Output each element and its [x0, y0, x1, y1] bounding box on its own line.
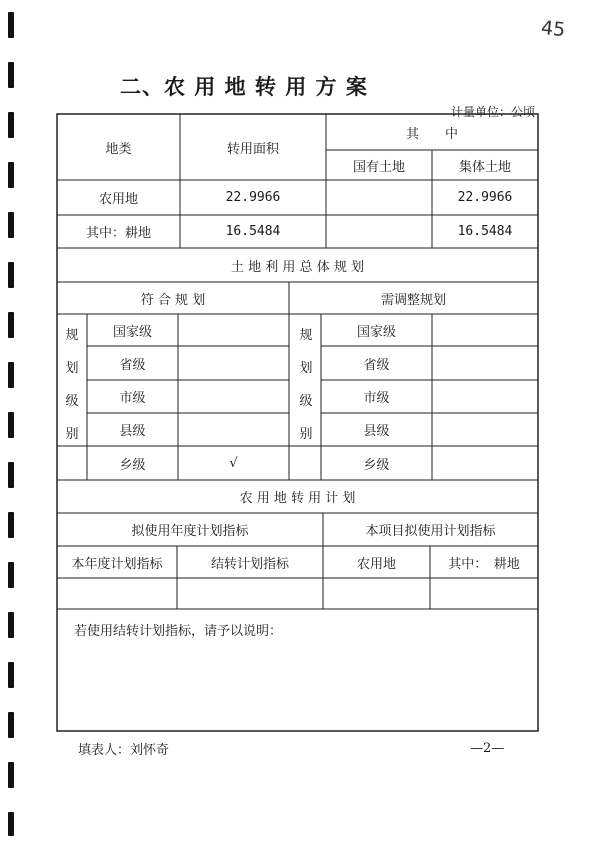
adjust-level-county: 县级: [363, 424, 390, 439]
cultivated-quota-value: [430, 578, 538, 609]
page-title: 二、农 用 地 转 用 方 案: [120, 74, 368, 99]
farmland-quota-value: [323, 578, 430, 609]
adjust-level-national: 国家级: [356, 324, 396, 340]
conform-plan-title: 符 合 规 划: [140, 292, 206, 308]
adjust-mark-national: [432, 314, 538, 346]
conform-level-city: 市级: [119, 391, 146, 406]
conform-mark-province: [178, 346, 289, 380]
adjust-mark-county: [432, 413, 538, 446]
farmland-quota-header: 农用地: [356, 556, 396, 572]
row-cultivated-state: [326, 215, 432, 248]
header-state-owned-land: 国有土地: [352, 159, 405, 175]
row-farmland-area: 22.9966: [225, 190, 281, 205]
conform-mark-township: √: [229, 455, 238, 471]
row-farmland-label: 农用地: [98, 192, 138, 207]
header-among: 其 中: [405, 126, 458, 142]
level-label-char-1: 规: [65, 327, 79, 343]
header-converted-area: 转用面积: [226, 141, 279, 157]
conform-mark-county: [178, 413, 289, 446]
adjust-mark-city: [432, 380, 538, 413]
annual-quota-header: 本年度计划指标: [71, 556, 163, 572]
row-cultivated-collective: 16.5484: [457, 224, 513, 239]
conform-mark-national: [178, 314, 289, 346]
overall-plan-title: 土 地 利 用 总 体 规 划: [231, 259, 364, 275]
handwritten-page-number: 45: [539, 16, 567, 42]
header-collective-land: 集体土地: [458, 159, 511, 175]
conform-level-township: 乡级: [119, 457, 146, 473]
conform-level-province: 省级: [119, 357, 146, 373]
adjust-level-city: 市级: [363, 391, 390, 406]
conversion-plan-title: 农 用 地 转 用 计 划: [239, 491, 356, 506]
carryover-quota-value: [177, 578, 323, 609]
adjust-label-char-1: 规: [299, 327, 313, 343]
conform-mark-city: [178, 380, 289, 413]
level-label-char-3: 级: [65, 393, 79, 409]
cultivated-quota-header: 其中： 耕地: [448, 556, 520, 572]
header-land-type: 地类: [105, 141, 132, 157]
level-label-char-2: 划: [65, 360, 79, 376]
row-cultivated-area: 16.5484: [225, 224, 281, 239]
adjust-level-township: 乡级: [363, 457, 390, 473]
page-number: —2—: [470, 741, 505, 756]
remark-label: 若使用结转计划指标，请予以说明：: [74, 624, 283, 639]
adjust-mark-township: [432, 446, 538, 480]
intended-annual-quota: 拟使用年度计划指标: [131, 524, 249, 539]
form-filler: 填表人：刘怀奇: [78, 743, 170, 758]
measure-unit: 计量单位：公顷: [450, 105, 535, 119]
conform-level-county: 县级: [119, 424, 146, 439]
adjust-level-province: 省级: [363, 357, 390, 373]
row-farmland-state: [326, 180, 432, 215]
adjust-label-char-3: 级: [299, 393, 313, 409]
adjust-label-char-2: 划: [299, 360, 313, 376]
adjust-plan-title: 需调整规划: [380, 292, 446, 308]
annual-quota-value: [57, 578, 177, 609]
adjust-label-char-4: 别: [299, 426, 313, 442]
adjust-mark-province: [432, 346, 538, 380]
row-farmland-collective: 22.9966: [457, 190, 513, 205]
carryover-quota-header: 结转计划指标: [210, 556, 289, 572]
project-quota: 本项目拟使用计划指标: [365, 524, 496, 539]
level-label-char-4: 别: [65, 426, 79, 442]
row-cultivated-label: 其中：耕地: [85, 226, 151, 241]
conform-level-national: 国家级: [112, 324, 152, 340]
